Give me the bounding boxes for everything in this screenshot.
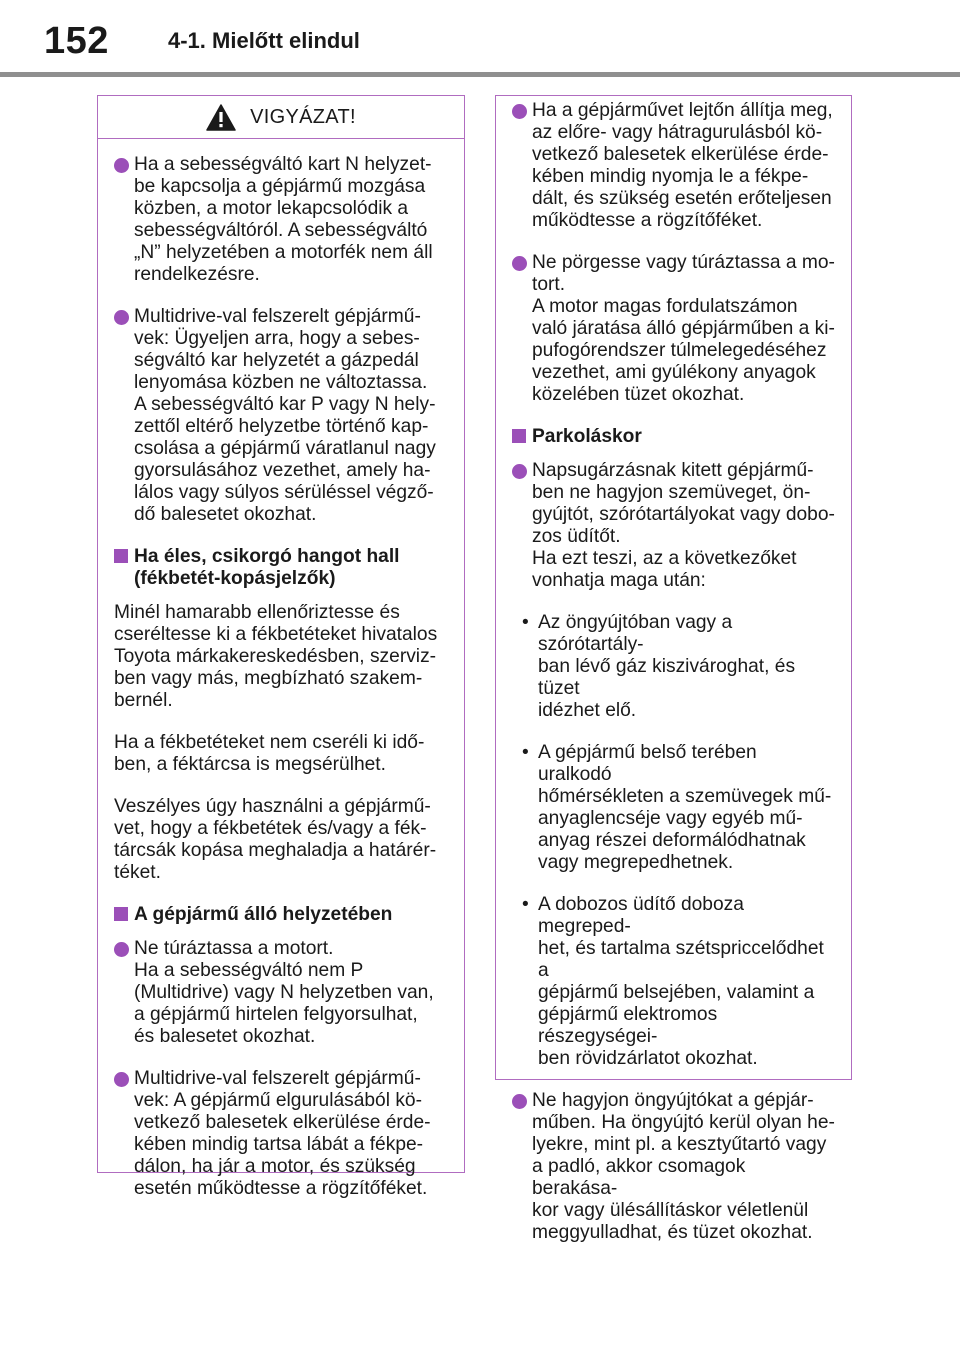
bullet-text: A dobozos üdítő doboza megreped- het, és tartalma szétspriccelődhet a gépjármű belsejében, valamint a gépjármű elektromos részegységei- ben rövidzárlatot okozhat. (538, 894, 824, 1069)
bullet-dot-icon (512, 256, 527, 271)
bullet-dot-icon (114, 310, 129, 325)
heading-text: A gépjármű álló helyzetében (134, 904, 393, 925)
bullet-dot-icon (512, 1094, 527, 1109)
bullet-dot-icon (512, 464, 527, 479)
square-bullet-icon (114, 907, 128, 921)
bullet-dot-icon (114, 942, 129, 957)
right-column-content (496, 96, 851, 1244)
item-text: Multidrive-val felszerelt gépjármű- vek: A gépjármű elgurulásából kö- vetkező balesetek elkerülése érde- kében mindig tartsa lábát a fékpe- dálon, ha jár a motor, és szükség esetén működtesse a rögzítőféket. (134, 1068, 431, 1199)
heading-text: Parkoláskor (532, 426, 642, 447)
paragraph: Ha a fékbetéteket nem cseréli ki idő- ben, a féktárcsa is megsérülhet. (114, 732, 425, 775)
bullet-text: A gépjármű belső terében uralkodó hőmérsékleten a szemüvegek mű- anyaglencséje vagy egyéb mű- anyag részei deformálódhatnak vagy megrepedhetnek. (538, 742, 832, 873)
warning-box-left (97, 95, 465, 1199)
bullet-mark: • (522, 894, 529, 915)
paragraph: Veszélyes úgy használni a gépjármű- vet, hogy a fékbetétek és/vagy a fék- tárcsák kopása meghaladja a határér- téket. (114, 796, 437, 883)
item-text: Ne túráztassa a motort. Ha a sebességváltó nem P (Multidrive) vagy N helyzetben van, a gépjármű hirtelen felgyorsulhat, és balesetet okozhat. (134, 938, 434, 1047)
warning-title: VIGYÁZAT! (250, 105, 356, 128)
item-text: Ha a gépjárművet lejtőn állítja meg, az előre- vagy hátragurulásból kö- vetkező balesetek elkerülése érde- kében mindig nyomja le a fékpe- dált, és szükség esetén erőteljesen működtesse a rögzítőféket. (532, 100, 833, 231)
list-item (114, 306, 448, 526)
warning-triangle-icon (206, 104, 236, 131)
bullet-dot-icon (114, 158, 129, 173)
page-number: 152 (44, 20, 109, 62)
list-item (512, 460, 835, 592)
bullet-mark: • (522, 612, 529, 633)
list-item (114, 154, 448, 286)
warning-box-right (495, 95, 852, 1243)
subsection-heading (512, 426, 835, 448)
left-column-content (98, 139, 464, 1200)
list-item (512, 100, 835, 232)
item-text: Napsugárzásnak kitett gépjármű- ben ne hagyjon szemüveget, ön- gyújtót, szórótartályokat vagy dobo- zos üdítőt. Ha ezt teszi, az a következőket vonhatja maga után: (532, 460, 835, 591)
list-item (512, 252, 835, 406)
header-rule (0, 72, 960, 77)
square-bullet-icon (512, 429, 526, 443)
item-text: Multidrive-val felszerelt gépjármű- vek: Ügyeljen arra, hogy a sebes- ségváltó kar helyzetét a gázpedál lenyomása közben ne változtassa. A sebességváltó kar P vagy N hely- zettől eltérő helyzetbe történő kap- csolása a gépjármű váratlanul nagy gyorsulásához vezethet, amely ha- lálos vagy súlyos sérüléssel végző- dő balesetet okozhat. (134, 306, 436, 525)
bullet-dot-icon (114, 1072, 129, 1087)
list-item (114, 938, 448, 1048)
section-title: 4-1. Mielőtt elindul (168, 28, 360, 53)
page-header (0, 0, 960, 80)
bullet-mark: • (522, 742, 529, 763)
item-text: Ne pörgesse vagy túráztassa a mo- tort. A motor magas fordulatszámon való járatása álló gépjárműben a ki- pufogórendszer túlmelegedéséhez vezethet, ami gyúlékony anyagok közelében tüzet okozhat. (532, 252, 835, 405)
bullet-text: Az öngyújtóban vagy a szórótartály- ban lévő gáz kiszivároghat, és tüzet idézhet elő. (538, 612, 796, 721)
bullet-dot-icon (512, 104, 527, 119)
sub-bullet-item (512, 612, 835, 722)
list-item (512, 1090, 835, 1244)
item-text: Ne hagyjon öngyújtókat a gépjár- műben. Ha öngyújtó kerül olyan he- lyekre, mint pl. a kesztyűtartó vagy a padló, akkor csomagok berakása- kor vagy ülésállításkor véletlenül meggyulladhat, és tüzet okozhat. (532, 1090, 835, 1243)
paragraph: Minél hamarabb ellenőriztesse és cseréltesse ki a fékbetéteket hivatalos Toyota márkakereskedésben, szerviz- ben vagy más, megbízható szakem- bernél. (114, 602, 438, 711)
item-text: Ha a sebességváltó kart N helyzet- be kapcsolja a gépjármű mozgása közben, a motor lekapcsolódik a sebességváltóról. A sebességváltó „N” helyzetében a motorfék nem áll rendelkezésre. (134, 154, 433, 285)
subsection-heading (114, 546, 448, 590)
heading-text: Ha éles, csikorgó hangot hall (fékbetét-kopásjelzők) (134, 546, 400, 589)
square-bullet-icon (114, 549, 128, 563)
list-item (114, 1068, 448, 1200)
sub-bullet-item (512, 742, 835, 874)
warning-header (98, 96, 464, 139)
sub-bullet-item (512, 894, 835, 1070)
subsection-heading (114, 904, 448, 926)
